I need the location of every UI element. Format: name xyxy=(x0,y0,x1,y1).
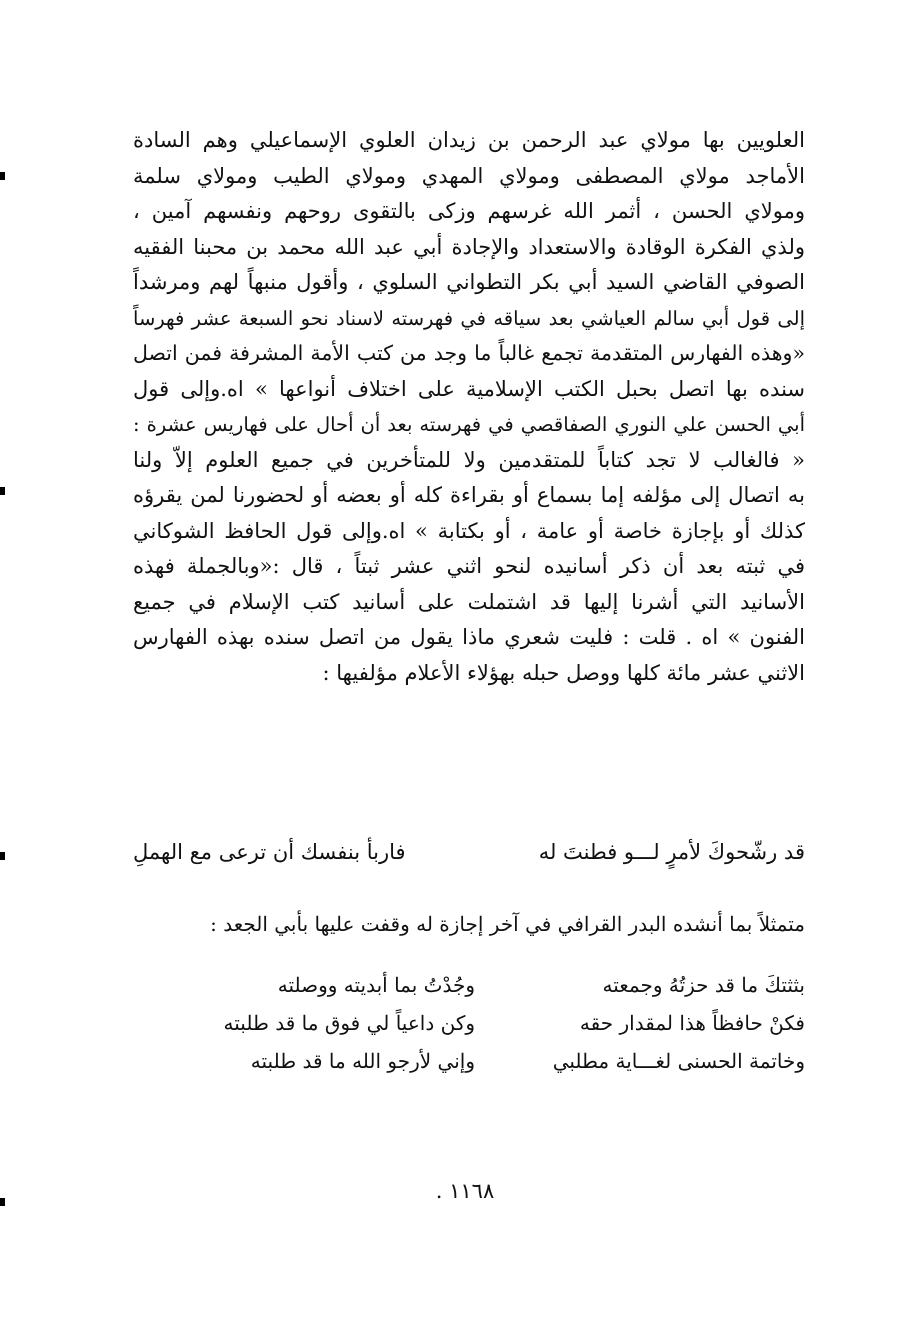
verse-second-hemistich: فاربأ بنفسك أن ترعى مع الهملِ xyxy=(133,840,406,864)
text-line: ومولاي الحسن ، أثمر الله غرسهم وزكى بالتقوى روحهم ونفسهم آمين ، xyxy=(133,199,805,223)
main-paragraph xyxy=(133,123,805,691)
text-line: الفنون » اه . قلت : فليت شعري ماذا يقول من اتصل سنده بهذه الفهارس xyxy=(133,625,805,649)
text-line: كذلك أو بإجازة خاصة أو عامة ، أو بكتابة » اه.وإلى قول الحافظ الشوكاني xyxy=(133,518,805,543)
text-line: في ثبته بعد أن ذكر أسانيده لنحو اثني عشر ثبتاً ، قال :«وبالجملة فهذه xyxy=(133,554,805,578)
scan-edge-mark xyxy=(0,852,5,860)
verse-second-hemistich: وكن داعياً لي فوق ما قد طلبته xyxy=(223,1011,475,1035)
quoted-verse xyxy=(133,832,805,872)
text-line: الأماجد مولاي المصطفى ومولاي المهدي ومولاي الطيب ومولاي سلمة xyxy=(133,163,805,188)
poem-verse xyxy=(175,966,805,1004)
text-line: « فالغالب لا تجد كتاباً للمتقدمين ولا للمتأخرين في جميع العلوم إلاّ ولنا xyxy=(133,447,805,472)
text-line: الصوفي القاضي السيد أبي بكر التطواني السلوي ، وأقول منبهاً لهم ومرشداً xyxy=(133,270,805,294)
verse-first-hemistich: قد رشّحوكَ لأمرٍ لـــو فطنتَ له xyxy=(538,840,805,864)
poem-intro-line: متمثلاً بما أنشده البدر القرافي في آخر إجازة له وقفت عليها بأبي الجعد : xyxy=(210,912,805,936)
text-line: «وهذه الفهارس المتقدمة تجمع غالباً ما وجد من كتب الأمة المشرفة فمن اتصل xyxy=(133,341,805,365)
text-line: ولذي الفكرة الوقادة والاستعداد والإجادة أبي عبد الله محمد بن محبنا الفقيه xyxy=(133,234,805,259)
text-line: الاثني عشر مائة كلها ووصل حبله بهؤلاء الأعلام مؤلفيها : xyxy=(322,660,805,685)
text-line: أبي الحسن علي النوري الصفاقصي في فهرسته بعد أن أحال على فهاريس عشرة : xyxy=(133,413,805,436)
scan-edge-mark xyxy=(0,1198,5,1206)
scan-edge-mark xyxy=(0,487,5,495)
verse-first-hemistich: وخاتمة الحسنى لغـــاية مطلبي xyxy=(552,1049,805,1073)
text-line: سنده بها اتصل بحبل الكتب الإسلامية على اختلاف أنواعها » اه.وإلى قول xyxy=(133,376,805,401)
scan-edge-mark xyxy=(0,172,5,180)
poem-verse xyxy=(175,1004,805,1042)
verse-first-hemistich: فكنْ حافظاً هذا لمقدار حقه xyxy=(579,1011,805,1035)
text-line: الأسانيد التي أشرنا إليها قد اشتملت على أسانيد كتب الإسلام في جميع xyxy=(133,589,805,614)
text-line: به اتصال إلى مؤلفه إما بسماع أو بقراءة كله أو بعضه أو لحضورنا لمن يقرؤه xyxy=(133,483,805,507)
verse-first-hemistich: بثثتكَ ما قد حزتُهُ وجمعته xyxy=(602,973,805,997)
page-number: ١١٦٨ . xyxy=(435,1179,495,1203)
closing-poem xyxy=(175,966,805,1080)
verse-second-hemistich: وجُدْتُ بما أبديته ووصلته xyxy=(277,973,475,997)
text-line: العلويين بها مولاي عبد الرحمن بن زيدان العلوي الإسماعيلي وهم السادة xyxy=(133,128,805,152)
text-line: إلى قول أبي سالم العياشي بعد سياقه في فهرسته لاسناد نحو السبعة عشر فهرساً xyxy=(133,306,805,330)
poem-verse xyxy=(175,1042,805,1080)
verse-second-hemistich: وإني لأرجو الله ما قد طلبته xyxy=(250,1049,475,1073)
